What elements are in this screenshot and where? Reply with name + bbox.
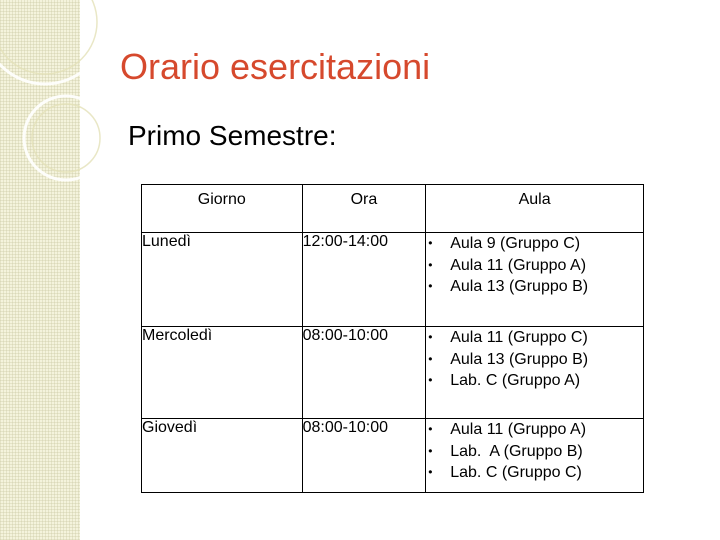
bullet-icon: • — [428, 236, 433, 250]
list-item — [426, 233, 643, 255]
list-item — [426, 276, 643, 298]
room-label: Aula 9 (Gruppo C) — [450, 235, 581, 252]
list-item — [426, 327, 643, 349]
time-cell: 08:00-10:00 — [302, 419, 426, 493]
day-cell: Lunedì — [142, 233, 303, 327]
list-item — [426, 349, 643, 371]
header-aula: Aula — [426, 185, 644, 233]
bullet-icon: • — [428, 443, 433, 458]
time-cell: 08:00-10:00 — [302, 327, 426, 419]
room-label: Aula 11 (Gruppo A) — [450, 421, 587, 438]
slide-subtitle: Primo Semestre: — [128, 120, 337, 151]
table-row — [142, 233, 644, 327]
header-ora: Ora — [302, 185, 426, 233]
bullet-icon: • — [428, 373, 433, 387]
list-item — [426, 255, 643, 277]
schedule-table — [141, 184, 644, 493]
bullet-icon: • — [428, 279, 433, 293]
header-giorno: Giorno — [142, 185, 303, 233]
rooms-cell — [426, 419, 644, 493]
bullet-icon: • — [428, 465, 433, 479]
bullet-icon: • — [428, 422, 433, 436]
room-label: Aula 11 (Gruppo C) — [450, 329, 588, 346]
room-label: Lab. C (Gruppo C) — [450, 464, 582, 481]
rooms-list — [426, 419, 643, 484]
rooms-cell — [426, 327, 644, 419]
list-item — [426, 441, 643, 463]
table-row — [142, 327, 644, 419]
room-label: Lab. C (Gruppo A) — [450, 372, 581, 389]
rooms-list — [426, 233, 643, 298]
list-item — [426, 370, 643, 392]
rooms-list — [426, 327, 643, 392]
bullet-icon: • — [428, 257, 433, 272]
bullet-icon: • — [428, 351, 433, 366]
bullet-icon: • — [428, 330, 433, 344]
list-item — [426, 419, 643, 441]
table-header-row — [142, 185, 644, 233]
list-item — [426, 462, 643, 484]
room-label: Aula 11 (Gruppo A) — [450, 256, 587, 274]
room-label: Aula 13 (Gruppo B) — [450, 278, 589, 295]
day-cell: Mercoledì — [142, 327, 303, 419]
room-label: Lab. A (Gruppo B) — [450, 442, 583, 460]
decorative-circles — [0, 0, 140, 220]
time-cell: 12:00-14:00 — [302, 233, 426, 327]
day-cell: Giovedì — [142, 419, 303, 493]
table-row — [142, 419, 644, 493]
room-label: Aula 13 (Gruppo B) — [450, 350, 589, 368]
rooms-cell — [426, 233, 644, 327]
slide-title: Orario esercitazioni — [120, 46, 431, 87]
